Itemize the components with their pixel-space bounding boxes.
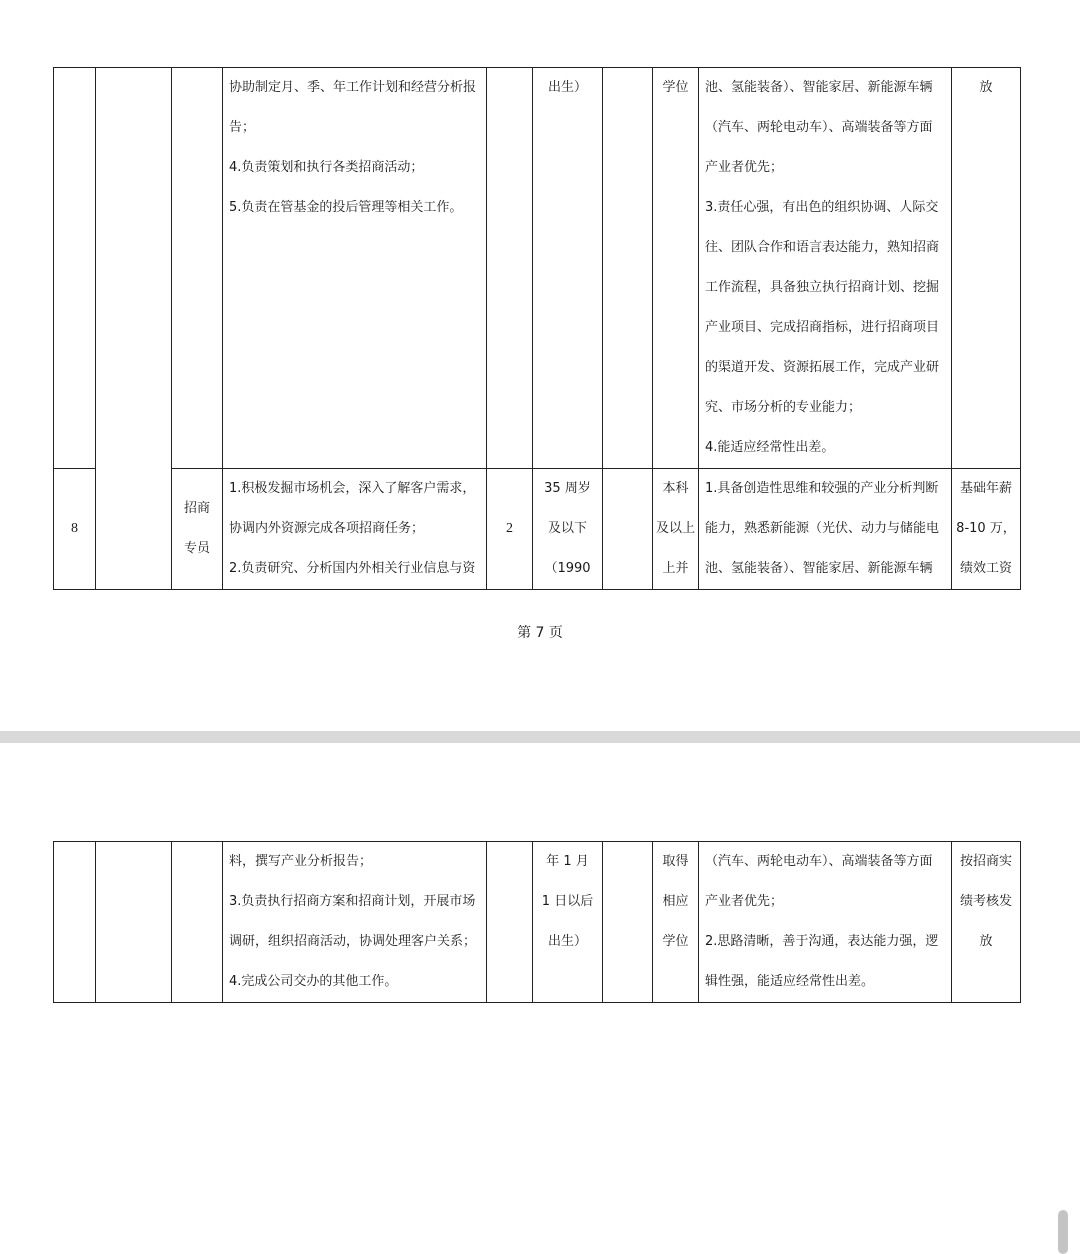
education-cell-8: 本科 及以上 上并 xyxy=(653,469,699,590)
major-cell-8 xyxy=(603,469,653,590)
seq-cell xyxy=(54,68,96,469)
scrollbar-thumb[interactable] xyxy=(1058,1210,1068,1254)
salary-cell: 放 xyxy=(952,68,1021,469)
requirements-cell: 池、氢能装备）、智能家居、新能源车辆 （汽车、两轮电动车）、高端装备等方面 产业者优先； 3.责任心强，有出色的组织协调、人际交 往、团队合作和语言表达能力，熟知招商 工作流程，具备独立执行招商计划、挖掘 产业项目、完成招商指标，进行招商项目 的渠道开发、资源拓展工作，完成产业研 究、市场分析的专业能力； 4.能适应经常性出差。 xyxy=(699,68,952,469)
age-cell: 年 1 月 1 日以后 出生） xyxy=(533,842,603,1003)
age-cell: 出生） xyxy=(533,68,603,469)
salary-cell-8: 基础年薪 8-10 万， 绩效工资 xyxy=(952,469,1021,590)
seq-cell xyxy=(54,842,96,1003)
major-cell xyxy=(603,68,653,469)
department-cell xyxy=(96,842,172,1003)
duties-cell: 协助制定月、季、年工作计划和经营分析报 告； 4.负责策划和执行各类招商活动； 5.负责在管基金的投后管理等相关工作。 xyxy=(223,68,487,469)
requirements-cell-8: 1.具备创造性思维和较强的产业分析判断 能力，熟悉新能源（光伏、动力与储能电 池、氢能装备）、智能家居、新能源车辆 xyxy=(699,469,952,590)
seq-cell-8: 8 xyxy=(54,469,96,590)
major-cell xyxy=(603,842,653,1003)
education-cell: 取得 相应 学位 xyxy=(653,842,699,1003)
education-cell: 学位 xyxy=(653,68,699,469)
recruitment-table-page-7 xyxy=(53,67,1021,590)
duties-cell: 料，撰写产业分析报告； 3.负责执行招商方案和招商计划，开展市场 调研，组织招商活动，协调处理客户关系； 4.完成公司交办的其他工作。 xyxy=(223,842,487,1003)
count-cell xyxy=(487,842,533,1003)
salary-cell: 按招商实 绩考核发 放 xyxy=(952,842,1021,1003)
department-cell xyxy=(96,68,172,590)
position-cell xyxy=(172,68,223,469)
age-cell-8: 35 周岁 及以下 （1990 xyxy=(533,469,603,590)
count-cell-8: 2 xyxy=(487,469,533,590)
position-cell-8: 招商 专员 xyxy=(172,469,223,590)
page-number: 第 7 页 xyxy=(517,625,563,641)
position-cell xyxy=(172,842,223,1003)
recruitment-table-page-8 xyxy=(53,841,1021,1003)
duties-cell-8: 1.积极发掘市场机会，深入了解客户需求， 协调内外资源完成各项招商任务； 2.负责研究、分析国内外相关行业信息与资 xyxy=(223,469,487,590)
count-cell xyxy=(487,68,533,469)
requirements-cell: （汽车、两轮电动车）、高端装备等方面 产业者优先； 2.思路清晰，善于沟通，表达能力强，逻 辑性强，能适应经常性出差。 xyxy=(699,842,952,1003)
page-separator xyxy=(0,731,1080,743)
